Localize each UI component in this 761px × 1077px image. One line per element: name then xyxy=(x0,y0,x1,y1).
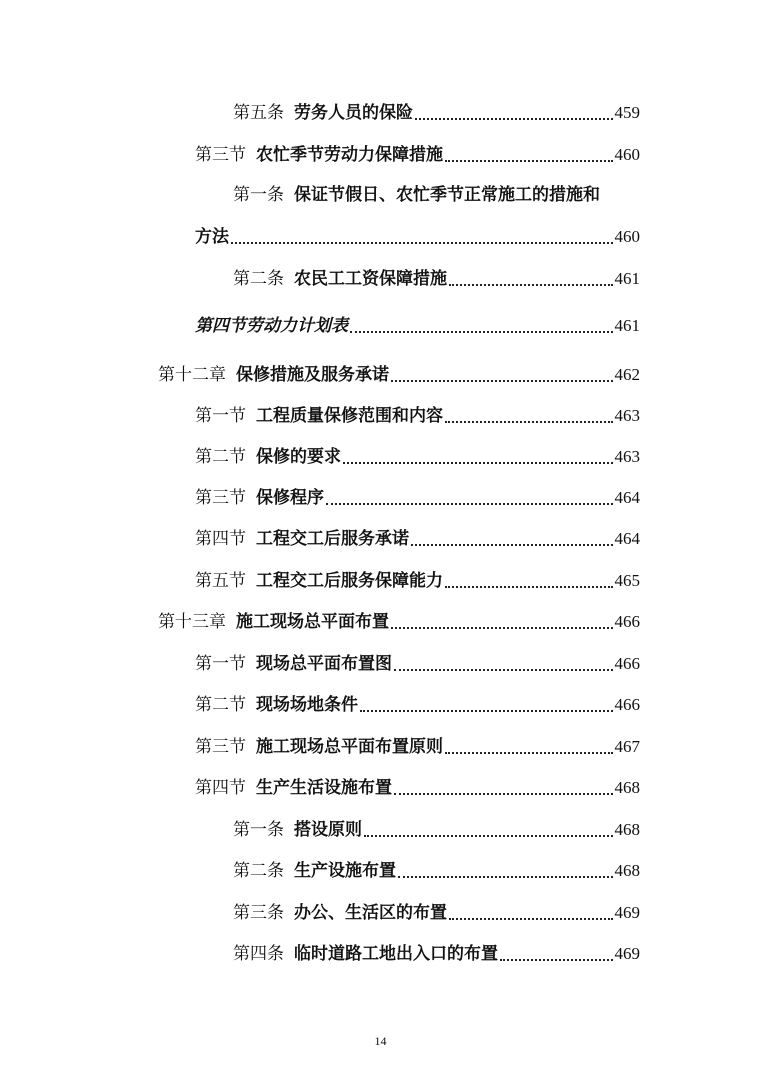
toc-entry-title: 工程质量保修范围和内容 xyxy=(256,406,443,426)
dot-leader xyxy=(415,118,613,120)
toc-entry-page: 459 xyxy=(614,103,640,122)
toc-entry-number: 第四条 xyxy=(233,944,284,964)
dot-leader xyxy=(445,586,613,588)
toc-entry[interactable] xyxy=(195,522,640,550)
toc-entry-page: 464 xyxy=(614,529,640,548)
toc-entry[interactable] xyxy=(195,647,640,675)
dot-leader xyxy=(391,627,613,629)
toc-entry-number: 第三节 xyxy=(195,488,246,508)
toc-entry[interactable] xyxy=(195,481,640,509)
toc-entry-page: 469 xyxy=(614,903,640,922)
dot-leader xyxy=(364,835,613,837)
dot-leader xyxy=(445,752,613,754)
toc-entry-number: 第三条 xyxy=(233,903,284,923)
toc-entry-title: 保修的要求 xyxy=(256,447,341,467)
toc-entry-page: 466 xyxy=(614,612,640,631)
toc-entry-title-continuation: 方法 xyxy=(195,227,229,247)
dot-leader xyxy=(449,284,613,286)
toc-entry-continuation[interactable] xyxy=(195,220,640,248)
toc-entry-page: 464 xyxy=(614,488,640,507)
toc-entry-page: 468 xyxy=(614,778,640,797)
toc-entry-title: 农民工工资保障措施 xyxy=(294,269,447,289)
dot-leader xyxy=(350,331,613,333)
toc-entry-title: 保证节假日、农忙季节正常施工的措施和 xyxy=(294,185,600,205)
toc-entry-title: 施工现场总平面布置 xyxy=(236,612,389,632)
toc-entry-page: 465 xyxy=(614,571,640,590)
toc-entry[interactable] xyxy=(233,96,640,124)
toc-entry[interactable] xyxy=(195,399,640,427)
toc-entry-title: 工程交工后服务承诺 xyxy=(256,529,409,549)
toc-entry-title: 保修措施及服务承诺 xyxy=(236,365,389,385)
toc-entry-number: 第一条 xyxy=(233,185,284,205)
toc-entry-number: 第一节 xyxy=(195,654,246,674)
toc-entry-title: 搭设原则 xyxy=(294,820,362,840)
toc-entry-title: 生产设施布置 xyxy=(294,861,396,881)
dot-leader xyxy=(394,669,613,671)
toc-entry-page: 469 xyxy=(614,944,640,963)
toc-entry[interactable] xyxy=(195,688,640,716)
toc-entry-number: 第一节 xyxy=(195,406,246,426)
dot-leader xyxy=(326,503,613,505)
toc-entry[interactable] xyxy=(158,605,640,633)
dot-leader xyxy=(398,876,613,878)
toc-entry-page: 467 xyxy=(614,737,640,756)
toc-entry-title: 现场场地条件 xyxy=(256,695,358,715)
dot-leader xyxy=(445,160,613,162)
toc-entry-number: 第二条 xyxy=(233,861,284,881)
toc-entry[interactable] xyxy=(233,937,640,965)
toc-entry-page: 468 xyxy=(614,861,640,880)
dot-leader xyxy=(394,793,613,795)
toc-entry-page: 466 xyxy=(614,695,640,714)
toc-entry-page: 468 xyxy=(614,820,640,839)
toc-entry[interactable] xyxy=(233,813,640,841)
toc-entry-title: 施工现场总平面布置原则 xyxy=(256,737,443,757)
dot-leader xyxy=(343,462,613,464)
toc-entry-number: 第一条 xyxy=(233,820,284,840)
toc-entry-title: 临时道路工地出入口的布置 xyxy=(294,944,498,964)
toc-entry-number: 第十三章 xyxy=(158,612,226,632)
toc-entry-number: 第二节 xyxy=(195,447,246,467)
toc-entry-title: 农忙季节劳动力保障措施 xyxy=(256,145,443,165)
toc-entry-title: 生产生活设施布置 xyxy=(256,778,392,798)
toc-entry[interactable] xyxy=(233,184,600,206)
toc-entry[interactable] xyxy=(195,771,640,799)
toc-entry-page: 463 xyxy=(614,406,640,425)
toc-entry-number: 第十二章 xyxy=(158,365,226,385)
toc-entry-page: 461 xyxy=(614,269,640,288)
toc-entry-page: 463 xyxy=(614,447,640,466)
dot-leader xyxy=(445,421,613,423)
toc-entry-number: 第二条 xyxy=(233,269,284,289)
toc-entry-title: 工程交工后服务保障能力 xyxy=(256,571,443,591)
toc-entry-title: 第四节劳动力计划表 xyxy=(195,316,348,336)
toc-entry-page: 460 xyxy=(614,227,640,246)
toc-entry[interactable] xyxy=(195,440,640,468)
toc-entry-page: 461 xyxy=(614,316,640,335)
toc-entry-title: 保修程序 xyxy=(256,488,324,508)
dot-leader xyxy=(500,959,613,961)
toc-entry-title: 现场总平面布置图 xyxy=(256,654,392,674)
toc-entry[interactable] xyxy=(158,358,640,386)
toc-entry-page: 460 xyxy=(614,145,640,164)
toc-entry[interactable] xyxy=(233,262,640,290)
toc-entry-title: 劳务人员的保险 xyxy=(294,103,413,123)
toc-entry-page: 462 xyxy=(614,365,640,384)
toc-entry-number: 第三节 xyxy=(195,145,246,165)
dot-leader xyxy=(360,710,613,712)
toc-entry-number: 第五条 xyxy=(233,103,284,123)
toc-entry[interactable] xyxy=(195,730,640,758)
dot-leader xyxy=(391,380,613,382)
toc-entry-number: 第五节 xyxy=(195,571,246,591)
toc-entry[interactable] xyxy=(233,896,640,924)
toc-entry-number: 第四节 xyxy=(195,778,246,798)
toc-entry-number: 第四节 xyxy=(195,529,246,549)
toc-entry[interactable] xyxy=(195,564,640,592)
toc-entry-number: 第二节 xyxy=(195,695,246,715)
dot-leader xyxy=(449,918,613,920)
toc-entry-number: 第三节 xyxy=(195,737,246,757)
toc-entry[interactable] xyxy=(195,309,640,337)
page-number: 14 xyxy=(374,1034,387,1048)
toc-entry-page: 466 xyxy=(614,654,640,673)
toc-entry[interactable] xyxy=(233,854,640,882)
dot-leader xyxy=(411,544,613,546)
dot-leader xyxy=(231,242,613,244)
toc-entry[interactable] xyxy=(195,138,640,166)
toc-entry-title: 办公、生活区的布置 xyxy=(294,903,447,923)
